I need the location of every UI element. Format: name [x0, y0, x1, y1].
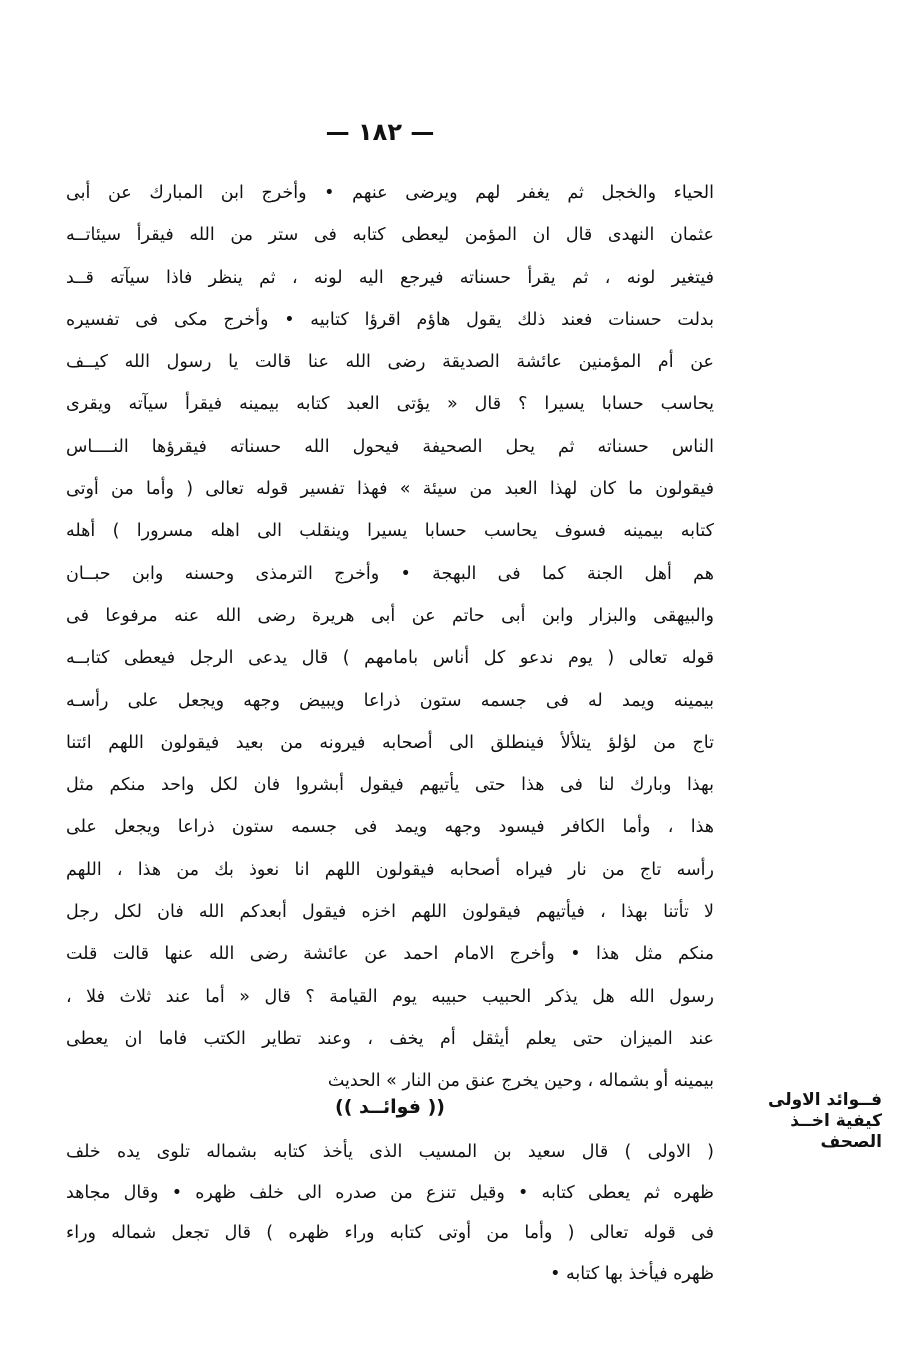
- text-line: الحياء والخجل ثم يغفر لهم ويرضى عنهم • وأخرج ابن المبارك عن أبى: [66, 183, 714, 203]
- text-line: هذا ، وأما الكافر فيسود وجهه ويمد فى جسمه ستون ذراعا ويجعل على: [66, 817, 714, 838]
- note-line: ظهره فيأخذ بها كتابه •: [550, 1263, 714, 1284]
- margin-note: [734, 1090, 882, 1153]
- text-line: قوله تعالى ( يوم ندعو كل أناس بامامهم ) قال يدعى الرجل فيعطى كتابــه: [66, 648, 714, 669]
- text-line: تاج من لؤلؤ يتلألأ فينطلق الى أصحابه فيرونه من بعيد فيقولون اللهم ائتنا: [66, 732, 714, 753]
- text-line: منكم مثل هذا • وأخرج الامام احمد عن عائشة رضى الله عنها قالت قلت: [66, 944, 714, 965]
- text-line: بيمينه أو بشماله ، وحين يخرج عنق من النار » الحديث: [327, 1071, 714, 1092]
- text-line: بيمينه ويمد له فى جسمه ستون ذراعا ويبيض وجهه ويجعل على رأسـه: [66, 690, 714, 711]
- main-text-block: [66, 172, 714, 1103]
- text-line: رأسه تاج من نار فيراه أصحابه فيقولون اللهم انا نعوذ بك من هذا ، اللهم: [66, 859, 714, 880]
- text-line: عند الميزان حتى يعلم أيثقل أم يخف ، وعند تطاير الكتب فاما ان يعطى: [66, 1028, 714, 1049]
- notes-text-block: [66, 1132, 714, 1294]
- text-line: عن أم المؤمنين عائشة الصديقة رضى الله عنا قالت يا رسول الله كيــف: [66, 352, 714, 373]
- text-line: بدلت حسنات فعند ذلك يقول هاؤم اقرؤا كتابيه • وأخرج مكى فى تفسيره: [66, 309, 714, 330]
- text-line: بهذا وبارك لنا فى هذا حتى يأتيهم فيقول أبشروا فان لكل واحد منكم مثل: [66, 775, 714, 796]
- section-heading: (( فوائــد )): [335, 1096, 445, 1118]
- note-line: فى قوله تعالى ( وأما من أوتى كتابه وراء ظهره ) قال تجعل شماله وراء: [66, 1223, 714, 1243]
- text-line: والبيهقى والبزار وابن أبى حاتم عن أبى هريرة رضى الله عنه مرفوعا فى: [66, 605, 714, 626]
- text-line: عثمان النهدى قال ان المؤمن ليعطى كتابه فى ستر من الله فيقرأ سيئاتــه: [66, 225, 714, 246]
- margin-note-line: كيفية اخــذ: [790, 1111, 882, 1131]
- margin-note-line: الصحف: [820, 1132, 882, 1152]
- note-line: ظهره ثم يعطى كتابه • وقيل تنزع من صدره الى خلف ظهره • وقال مجاهد: [66, 1182, 714, 1203]
- text-line: فيقولون ما كان لهذا العبد من سيئة » فهذا تفسير قوله تعالى ( وأما من أوتى: [66, 479, 714, 500]
- text-line: كتابه بيمينه فسوف يحاسب حسابا يسيرا وينقلب الى اهله مسرورا ) أهله: [66, 521, 714, 542]
- text-line: رسول الله هل يذكر الحبيب حبيبه يوم القيامة ؟ قال « أما عند ثلاث فلا ،: [66, 986, 714, 1007]
- text-line: لا تأتنا بهذا ، فيأتيهم فيقولون اللهم اخزه فيقول أبعدكم الله فان لكل رجل: [66, 902, 714, 923]
- text-line: هم أهل الجنة كما فى البهجة • وأخرج الترمذى وحسنه وابن حبــان: [66, 563, 714, 584]
- page-number: — ١٨٢ —: [325, 118, 435, 146]
- margin-note-line: فــوائد الاولى: [768, 1090, 882, 1110]
- note-line: ( الاولى ) قال سعيد بن المسيب الذى يأخذ كتابه بشماله تلوى يده خلف: [66, 1142, 714, 1162]
- text-line: يحاسب حسابا يسيرا ؟ قال « يؤتى العبد كتابه بيمينه فيقرأ سيآته ويقرى: [66, 394, 714, 415]
- text-line: فيتغير لونه ، ثم يقرأ حسناته فيرجع اليه لونه ، ثم ينظر فاذا سيآته قــد: [66, 267, 714, 288]
- text-line: الناس حسناته ثم يحل الصحيفة فيحول الله حسناته فيقرؤها النــــاس: [66, 436, 714, 457]
